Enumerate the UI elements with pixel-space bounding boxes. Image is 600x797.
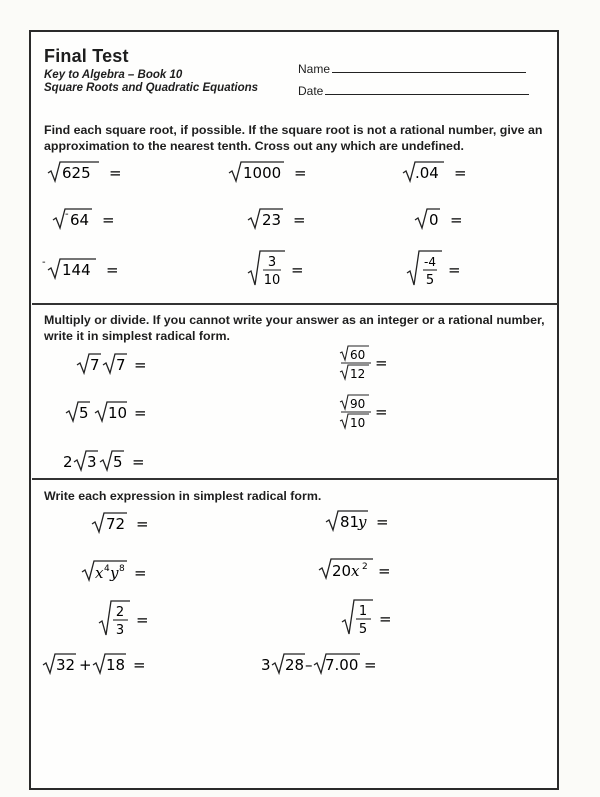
svg-text:=: =	[375, 403, 388, 421]
problem-sqrt-neg-64	[52, 207, 132, 235]
svg-text:=: =	[136, 515, 149, 533]
svg-text:=: =	[136, 611, 149, 629]
date-line	[325, 94, 529, 95]
svg-text:=: =	[134, 404, 147, 422]
problem-sqrt-72	[91, 511, 171, 539]
svg-text:5: 5	[113, 453, 123, 471]
svg-text:–: –	[305, 656, 313, 674]
svg-text:-: -	[42, 257, 46, 268]
svg-text:=: =	[364, 656, 377, 674]
radicand: .04	[415, 164, 439, 182]
svg-text:1: 1	[358, 604, 368, 619]
numerator: -4	[424, 255, 436, 269]
problem-sqrt-2-over-3	[98, 599, 168, 643]
svg-text:12: 12	[350, 367, 366, 381]
problem-sqrt32-plus-sqrt18	[42, 652, 162, 680]
svg-text:7.00: 7.00	[325, 656, 359, 674]
svg-text:=: =	[102, 211, 115, 229]
svg-text:y: y	[110, 564, 119, 582]
problem-sqrt-3-over-10	[247, 249, 327, 293]
name-line	[332, 72, 526, 73]
problem-sqrt-x4y8	[81, 558, 171, 588]
denominator: 5	[425, 273, 435, 288]
svg-text:=: =	[450, 211, 463, 229]
section-divider	[32, 478, 558, 480]
svg-text:=: =	[378, 562, 391, 580]
svg-text:=: =	[448, 261, 461, 279]
worksheet-page	[29, 30, 559, 790]
svg-text:=: =	[291, 261, 304, 279]
svg-text:81: 81	[340, 513, 360, 531]
book-subtitle: Key to Algebra – Book 10	[44, 69, 183, 81]
svg-text:=: =	[375, 354, 388, 372]
svg-text:4: 4	[104, 564, 110, 574]
name-label: Name	[298, 62, 331, 76]
svg-text:=: =	[293, 211, 306, 229]
svg-text:60: 60	[350, 348, 366, 362]
problem-sqrt-1000	[228, 160, 318, 188]
problem-sqrt-1-over-5	[341, 598, 411, 642]
svg-text:28: 28	[285, 656, 305, 674]
svg-text:5: 5	[79, 404, 89, 422]
svg-text:32: 32	[56, 656, 76, 674]
radicand: 0	[429, 211, 439, 229]
svg-text:=: =	[376, 513, 389, 531]
problem-sqrt-81y	[325, 509, 405, 537]
radicand: 64	[70, 211, 90, 229]
svg-text:72: 72	[106, 515, 126, 533]
svg-text:5: 5	[358, 622, 368, 637]
svg-text:=: =	[133, 656, 146, 674]
topic-subtitle: Square Roots and Quadratic Equations	[44, 82, 259, 94]
svg-text:10: 10	[350, 416, 366, 430]
problem-neg-sqrt-144	[42, 257, 132, 285]
radicand: 625	[62, 164, 91, 182]
problem-sqrt-23	[247, 207, 327, 235]
svg-text:=: =	[132, 453, 145, 471]
svg-text:7: 7	[90, 356, 100, 374]
svg-text:18: 18	[106, 656, 126, 674]
svg-text:3: 3	[87, 453, 97, 471]
page-title: Final Test	[44, 46, 129, 66]
svg-text:=: =	[134, 356, 147, 374]
svg-text:x: x	[351, 562, 360, 580]
name-field[interactable]	[298, 62, 526, 76]
svg-text:7: 7	[116, 356, 126, 374]
problem-sqrt7-times-sqrt7	[76, 352, 166, 380]
svg-text:2: 2	[115, 605, 125, 620]
svg-text:=: =	[106, 261, 119, 279]
svg-text:=: =	[134, 564, 147, 582]
svg-text:=: =	[379, 610, 392, 628]
svg-text:y: y	[358, 513, 367, 531]
svg-text:=: =	[109, 164, 122, 182]
problem-sqrt60-over-sqrt12	[339, 344, 419, 388]
section3-instructions: Write each expression in simplest radical form.	[44, 489, 322, 503]
problem-sqrt-neg4-over-5	[406, 249, 486, 293]
numerator: 3	[267, 255, 277, 270]
svg-text:2: 2	[362, 562, 368, 572]
radicand: 1000	[243, 164, 282, 182]
problem-sqrt-625	[47, 160, 137, 188]
svg-text:=: =	[294, 164, 307, 182]
date-label: Date	[298, 84, 324, 98]
svg-text:10: 10	[108, 404, 128, 422]
problem-2sqrt3-times-sqrt5	[63, 449, 163, 477]
problem-sqrt-20x2	[318, 556, 408, 586]
radicand: 144	[62, 261, 91, 279]
svg-text:3: 3	[115, 623, 125, 638]
problem-sqrt-point04	[402, 160, 482, 188]
svg-text:20: 20	[332, 562, 352, 580]
svg-text:x: x	[95, 564, 104, 582]
problem-sqrt-0	[414, 207, 484, 235]
svg-text:-: -	[65, 209, 69, 220]
section-divider	[32, 303, 558, 305]
date-field[interactable]	[298, 84, 529, 98]
denominator: 10	[263, 273, 281, 288]
problem-sqrt90-over-sqrt10	[339, 393, 419, 437]
radicand: 23	[262, 211, 282, 229]
section1-instructions: Find each square root, if possible. If the square root is not a rational number, give an approximation to the nearest tenth. Cross out any which are undefined.	[44, 123, 543, 153]
svg-text:8: 8	[119, 564, 125, 574]
problem-3sqrt28-minus-sqrt700	[261, 652, 391, 680]
section2-instructions: Multiply or divide. If you cannot write your answer as an integer or a rational number, write it in simplest radical form.	[44, 313, 545, 343]
svg-text:90: 90	[350, 397, 366, 411]
svg-text:=: =	[454, 164, 467, 182]
svg-text:+: +	[79, 656, 92, 674]
svg-text:2: 2	[63, 453, 73, 471]
problem-sqrt5-times-sqrt10	[65, 400, 165, 428]
svg-text:3: 3	[261, 656, 271, 674]
